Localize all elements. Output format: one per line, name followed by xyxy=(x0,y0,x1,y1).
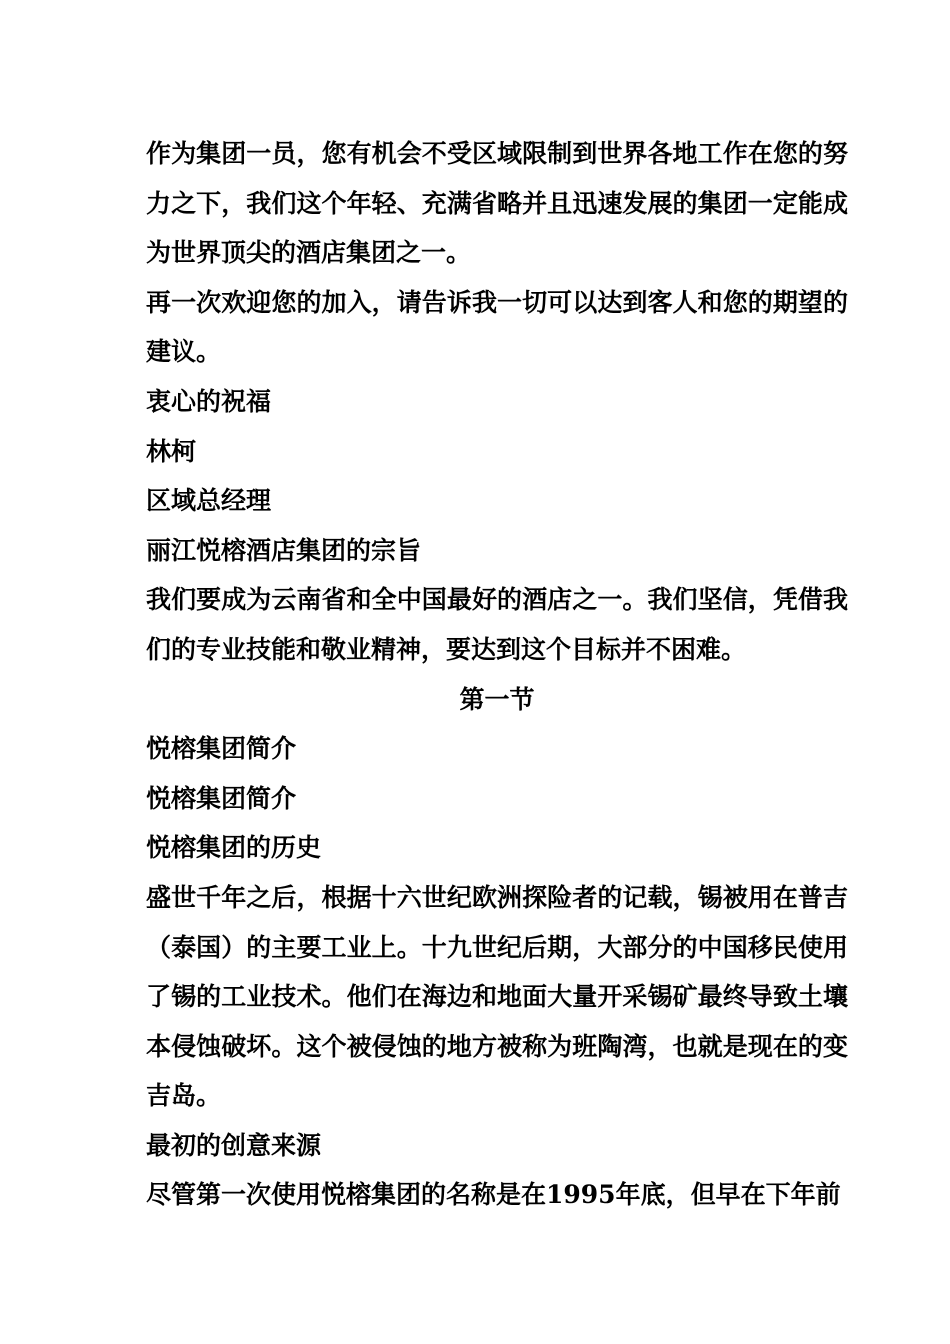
heading-original-idea: 最初的创意来源 xyxy=(146,1130,322,1160)
paragraph-history: 盛世千年之后，根据十六世纪欧洲探险者的记载，锡被用在普吉（泰国）的主要工业上。十九世纪后期，大部分的中国移民使用了锡的工业技术。他们在海边和地面大量开采锡矿最终导致土壤本侵蚀破坏。这个被侵蚀的地方被称为班陶湾，也就是现在的变吉岛。 xyxy=(146,882,848,1111)
signature-name: 林柯 xyxy=(146,436,197,466)
paragraph-welcome-again: 再一次欢迎您的加入，请告诉我一切可以达到客人和您的期望的建议。 xyxy=(146,287,848,367)
closing-wishes: 衷心的祝福 xyxy=(146,386,272,416)
heading-group-intro: 悦榕集团简介 xyxy=(146,734,297,764)
paragraph-group-member-opportunity: 作为集团一员，您有机会不受区域限制到世界各地工作在您的努力之下，我们这个年轻、充满省略并且迅速发展的集团一定能成为世界顶尖的酒店集团之一。 xyxy=(146,139,848,268)
heading-group-intro-repeat: 悦榕集团简介 xyxy=(146,783,297,813)
heading-mission: 丽江悦榕酒店集团的宗旨 xyxy=(146,535,422,565)
heading-group-history: 悦榕集团的历史 xyxy=(146,833,322,863)
section-title: 第一节 xyxy=(459,684,535,714)
signature-title: 区域总经理 xyxy=(146,486,272,516)
paragraph-mission: 我们要成为云南省和全中国最好的酒店之一。我们坚信，凭借我们的专业技能和敬业精神，要达到这个目标并不困难。 xyxy=(146,585,848,664)
document-body xyxy=(146,129,848,1220)
paragraph-original-idea: 尽管第一次使用悦榕集团的名称是在1995年底，但早在下年前 xyxy=(146,1180,841,1210)
